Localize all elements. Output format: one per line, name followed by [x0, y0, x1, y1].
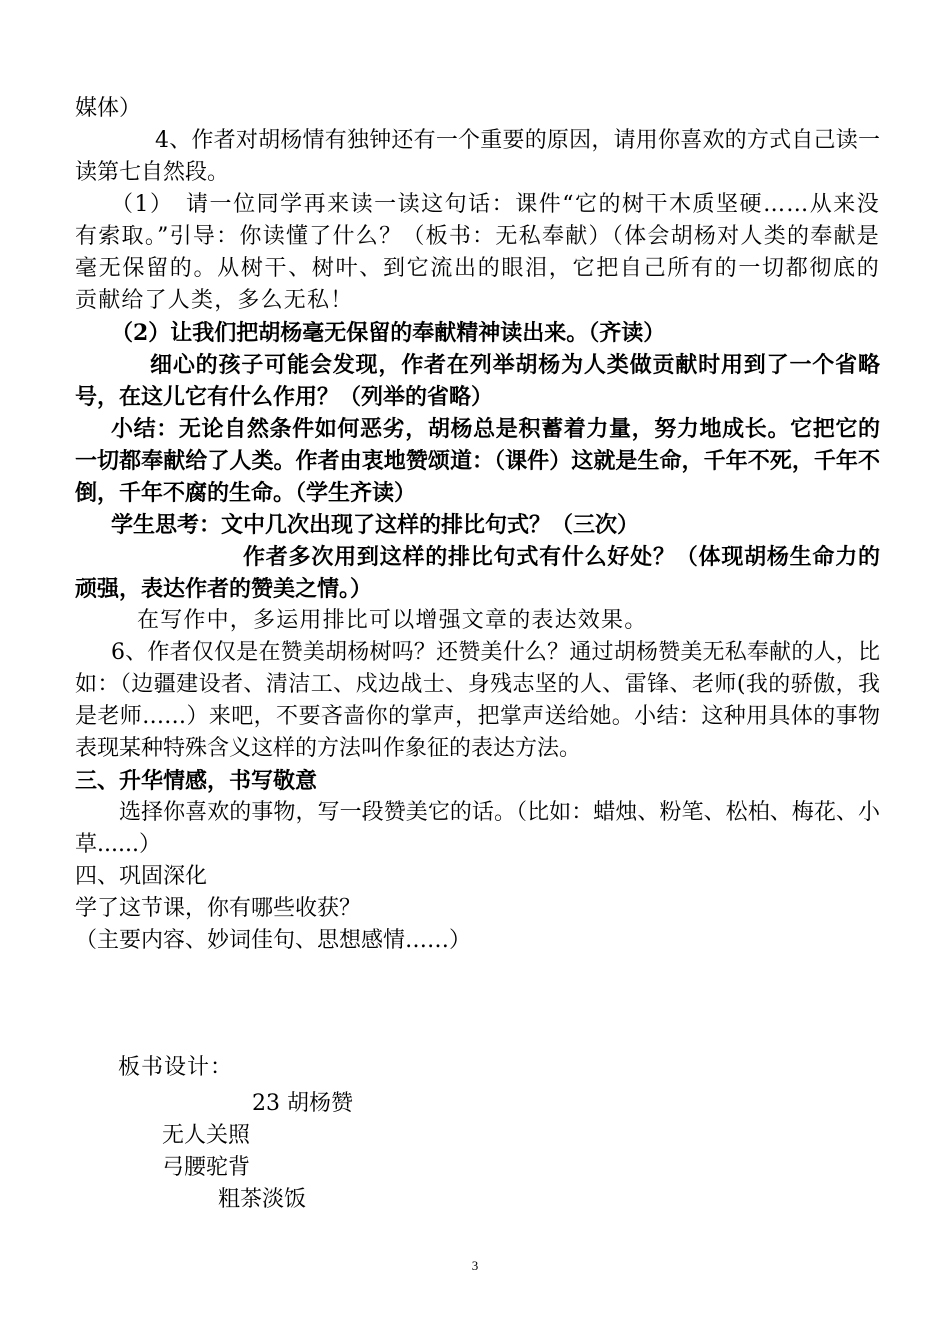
section-heading-4: 四、巩固深化: [75, 864, 208, 889]
paragraph-sub-1: （1） 请一位同学再来读一读这句话：课件“它的树干木质坚硬……从来没有索取。”引导：你读懂了什么？（板书：无私奉献）（体会胡杨对人类的奉献是毫无保留的。从树干、树叶、到它流出的眼泪，它把自己所有的一切都彻底的贡献给了人类，多么无私！: [75, 192, 880, 313]
paragraph-parallelism-benefit: 作者多次用到这样的排比句式有什么好处？（体现胡杨生命力的顽强，表达作者的赞美之情。）: [75, 544, 880, 602]
paragraph-writing-tip: 在写作中，多运用排比可以增强文章的表达效果。: [137, 608, 648, 633]
board-title: 23 胡杨赞: [252, 1091, 353, 1116]
paragraph-sub-2: （2）让我们把胡杨毫无保留的奉献精神读出来。（齐读）: [111, 320, 666, 346]
paragraph-answer-hint: （主要内容、妙词佳句、思想感情……）: [75, 928, 472, 953]
paragraph-writing-task: 选择你喜欢的事物，写一段赞美它的话。（比如：蜡烛、粉笔、松柏、梅花、小草......）: [75, 800, 880, 857]
paragraph-media-tail: 媒体）: [75, 96, 142, 121]
board-line: 无人关照: [162, 1123, 251, 1148]
board-line: 粗茶淡饭: [218, 1187, 307, 1212]
board-label: 板书设计：: [118, 1055, 234, 1080]
paragraph-student-thinking: 学生思考：文中几次出现了这样的排比句式？（三次）: [111, 512, 640, 538]
document-body: [75, 93, 880, 957]
paragraph-ellipsis-question: 细心的孩子可能会发现，作者在列举胡杨为人类做贡献时用到了一个省略号，在这儿它有什么作用？（列举的省略）: [75, 352, 880, 410]
paragraph-step-4: 4、作者对胡杨情有独钟还有一个重要的原因，请用你喜欢的方式自己读一读第七自然段。: [75, 128, 880, 185]
paragraph-step-6: 6、作者仅仅是在赞美胡杨树吗？还赞美什么？通过胡杨赞美无私奉献的人，比如：（边疆建设者、清洁工、戍边战士、身残志坚的人、雷锋、老师(我的骄傲，我是老师……）来吧，不要吝啬你的掌声，把掌声送给她。小结：这种用具体的事物表现某种特殊含义这样的方法叫作象征的表达方法。: [75, 640, 880, 761]
paragraph-summary: 小结：无论自然条件如何恶劣，胡杨总是积蓄着力量，努力地成长。它把它的一切都奉献给了人类。作者由衷地赞颂道：（课件）这就是生命，千年不死，千年不倒，千年不腐的生命。（学生齐读）: [75, 416, 880, 506]
board-line: 弓腰驼背: [162, 1155, 251, 1180]
section-heading-3: 三、升华情感，书写敬意: [75, 768, 318, 794]
page-number: 3: [471, 1258, 479, 1273]
paragraph-question: 学了这节课，你有哪些收获？: [75, 896, 362, 921]
